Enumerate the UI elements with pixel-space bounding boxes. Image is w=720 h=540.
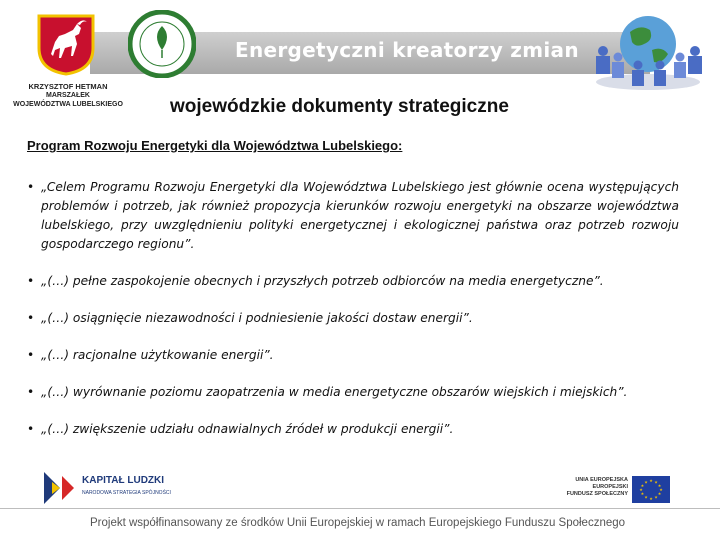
bullet-list [27,170,679,438]
marshal-caption [6,82,130,109]
eu-label-line: FUNDUSZ SPOŁECZNY [566,491,628,497]
bullet-dot: • [27,274,35,288]
marshal-name: KRZYSZTOF HETMAN [28,82,108,91]
globe-people-illustration [592,4,704,92]
footer-text: Projekt współfinansowany ze środków Unii Europejskiej w ramach Europejskiego Funduszu Społecznego [90,517,626,529]
svg-text:★: ★ [640,482,645,488]
bullet-dot: • [27,311,35,325]
bullet-text: „(…) racjonalne użytkowanie energii”. [41,348,274,362]
kapital-ludzki-logo [38,466,188,510]
bullet-text: „(…) wyrównanie poziomu zaopatrzenia w media energetyczne obszarów wiejskich i miejskich”. [41,385,628,399]
foundation-seal-logo [128,10,196,78]
bullet-dot: • [27,385,35,399]
bullet-text: „(…) pełne zaspokojenie obecnych i przyszłych potrzeb odbiorców na media energetyczne”. [41,274,604,288]
footer-divider [0,508,720,509]
bullet-dot: • [27,180,35,194]
bullet-text: „(…) osiągnięcie niezawodności i podniesienie jakości dostaw energii”. [41,311,473,325]
svg-text:★: ★ [654,494,658,500]
bullet-item [27,272,679,290]
lublin-crest-logo [37,14,95,76]
kapital-ludzki-title: KAPITAŁ LUDZKI [82,475,165,486]
svg-text:★: ★ [639,487,643,492]
slide-heading: wojewódzkie dokumenty strategiczne [170,96,509,117]
bullet-text: „Celem Programu Rozwoju Energetyki dla Województwa Lubelskiego jest głównie ocena występujących problemów i potrzeb, jak również propozycja kierunków rozwoju energetyki na obszarze województwa lubelskiego, przy uwzględnieniu polityki energetycznej i ekologicznej państwa oraz potrzeb rozwoju gospodarczego regionu”. [41,180,679,251]
svg-text:★: ★ [644,494,648,500]
slide-subheading: Program Rozwoju Energetyki dla Województwa Lubelskiego: [27,138,403,153]
eu-label-line: UNIA EUROPEJSKA [575,477,628,483]
bullet-dot: • [27,348,35,362]
bullet-item [27,346,679,364]
bullet-dot: • [27,422,35,436]
svg-text:★: ★ [657,491,662,497]
marshal-title: MARSZAŁEK [46,92,90,99]
svg-text:★: ★ [654,479,658,485]
eu-fund-label [548,477,628,498]
banner-title: Energetyczni kreatorzy zmian [235,38,579,62]
kapital-ludzki-subtitle: NARODOWA STRATEGIA SPÓJNOŚCI [82,490,171,496]
bullet-item [27,309,679,327]
svg-text:★: ★ [659,487,663,492]
svg-text:★: ★ [640,491,645,497]
bullet-text: „(…) zwiększenie udziału odnawialnych źródeł w produkcji energii”. [41,422,454,436]
marshal-office: WOJEWÓDZTWA LUBELSKIEGO [13,101,123,108]
svg-text:★: ★ [649,478,653,483]
svg-text:★: ★ [644,479,648,485]
bullet-item [27,383,679,401]
bullet-item [27,170,679,254]
eu-label-line: EUROPEJSKI [592,484,628,490]
eu-flag-icon [632,476,670,503]
svg-text:★: ★ [657,482,662,488]
bullet-item [27,420,679,438]
svg-text:★: ★ [649,496,653,501]
